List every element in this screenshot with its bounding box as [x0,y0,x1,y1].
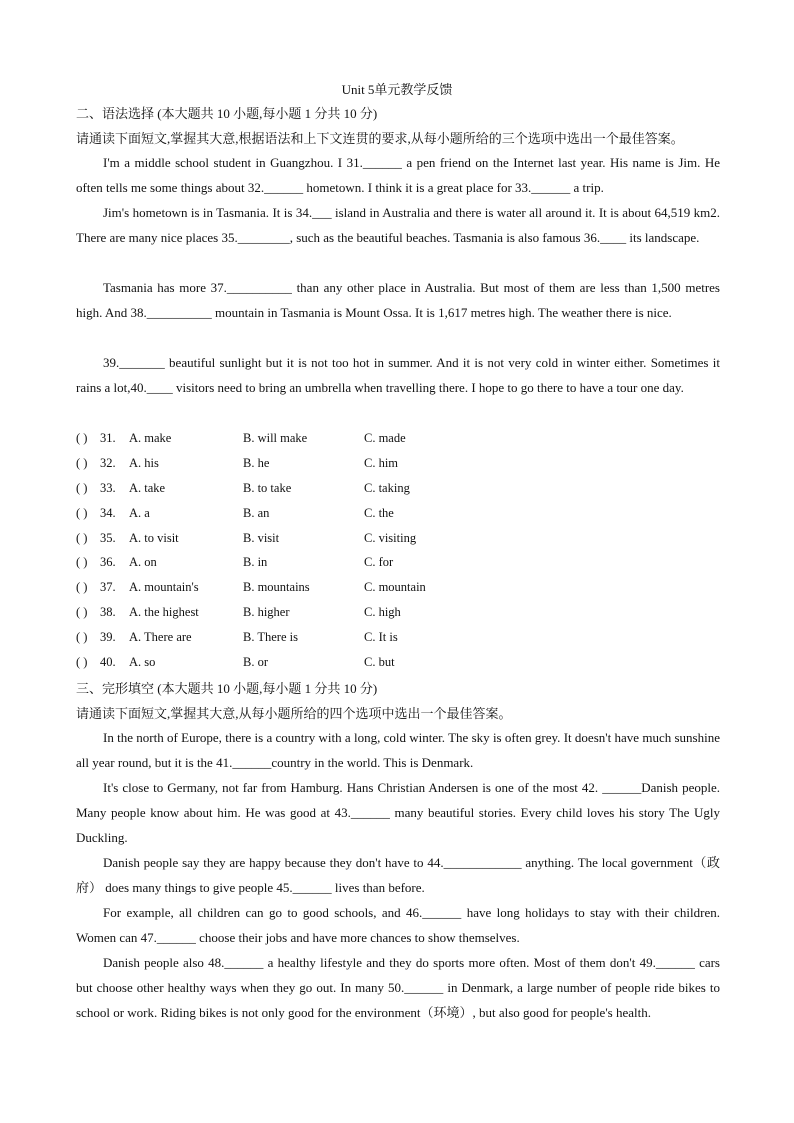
option-a: A. make [129,431,172,445]
option-a: A. on [129,555,157,570]
answer-blank[interactable]: ( ) [76,655,88,670]
cloze-paragraph-2: It's close to Germany, not far from Hamburg. Hans Christian Andersen is one of the most 42. ______Danish people. Many people know about him. He was good at 43.______ many beautiful stories. Every child loves his story The Ugly Duckling. [76,780,720,845]
cloze-paragraph-4: For example, all children can go to good schools, and 46.______ have long holidays to stay with their children. Women can 47.______ choose their jobs and have more chances to show themselves. [76,905,720,945]
answer-blank[interactable]: ( ) [76,630,88,645]
option-c: C. high [364,605,401,620]
option-b: B. he [243,455,270,470]
question-number: 31. [100,431,116,445]
question-number: 36. [100,555,116,570]
question-row [76,476,720,501]
option-c: C. It is [364,630,398,645]
answer-blank[interactable]: ( ) [76,480,88,495]
option-a: A. take [129,480,166,495]
question-number: 34. [100,505,116,520]
option-a: A. to visit [129,530,179,545]
question-number: 38. [100,605,116,620]
option-a: A. his [129,455,159,470]
option-c: C. visiting [364,530,417,545]
question-row [76,650,720,675]
grammar-paragraph-1: I'm a middle school student in Guangzhou. I 31.______ a pen friend on the Internet last year. His name is Jim. He often tells me some things about 32.______ hometown. I think it is a great place for 33.______ a trip. [76,155,720,195]
option-c: C. the [364,505,394,520]
section-grammar-instruction: 请通读下面短文,掌握其大意,根据语法和上下文连贯的要求,从每小题所给的三个选项中选出一个最佳答案。 [76,131,684,146]
answer-blank[interactable]: ( ) [76,555,88,570]
answer-blank[interactable]: ( ) [76,580,88,595]
option-c: C. him [364,455,399,470]
cloze-paragraph-1: In the north of Europe, there is a country with a long, cold winter. The sky is often grey. It doesn't have much sunshine all year round, but it is the 41.______country in the world. This is Denmark. [76,730,720,770]
option-a: A. a [129,505,150,520]
question-number: 37. [100,580,116,595]
option-b: B. in [243,555,268,570]
option-b: B. or [243,655,268,670]
option-b: B. an [243,505,270,520]
option-a: A. There are [129,630,192,645]
grammar-paragraph-4: 39._______ beautiful sunlight but it is not too hot in summer. And it is not very cold in winter either. Sometimes it rains a lot,40.____ visitors need to bring an umbrella when travelling there. I hope to go there to have a tour one day. [76,355,720,395]
section-cloze-heading: 三、完形填空 (本大题共 10 小题,每小题 1 分共 10 分) [76,681,378,696]
answer-blank[interactable]: ( ) [76,605,88,620]
option-b: B. visit [243,530,280,545]
grammar-paragraph-2: Jim's hometown is in Tasmania. It is 34.___ island in Australia and there is water all around it. It is about 64,519 km2. There are many nice places 35.________, such as the beautiful beaches. Tasmania is also famous 36.____ its landscape. [76,205,720,245]
option-c: C. for [364,555,394,570]
question-row [76,526,720,551]
cloze-paragraph-3: Danish people say they are happy because they don't have to 44.____________ anything. The local government（政府） does many things to give people 45.______ lives than before. [76,855,720,895]
answer-blank[interactable]: ( ) [76,431,88,445]
grammar-question-list [76,426,720,675]
option-c: C. mountain [364,580,426,595]
option-b: B. higher [243,605,290,620]
page-title: Unit 5单元教学反馈 [341,82,453,97]
answer-blank[interactable]: ( ) [76,530,88,545]
question-row [76,501,720,526]
option-a: A. so [129,655,156,670]
option-b: B. There is [243,630,298,645]
option-a: A. the highest [129,605,199,620]
section-cloze-instruction: 请通读下面短文,掌握其大意,从每小题所给的四个选项中选出一个最佳答案。 [76,706,512,721]
question-row [76,600,720,625]
answer-blank[interactable]: ( ) [76,505,88,520]
question-row [76,451,720,476]
option-b: B. will make [243,431,308,445]
option-a: A. mountain's [129,580,199,595]
question-row [76,426,720,451]
question-row [76,550,720,575]
question-number: 39. [100,630,116,645]
option-b: B. to take [243,480,292,495]
option-c: C. taking [364,480,410,495]
cloze-paragraph-5: Danish people also 48.______ a healthy lifestyle and they do sports more often. Most of them don't 49.______ cars but choose other healthy ways when they go out. In many 50.______ in Denmark, a large number of people ride bikes to school or work. Riding bikes is not only good for the environment（环境）, but also good for people's health. [76,955,720,1020]
question-number: 40. [100,655,116,670]
question-number: 32. [100,455,116,470]
option-c: C. made [364,431,406,445]
question-row [76,625,720,650]
answer-blank[interactable]: ( ) [76,455,88,470]
question-row [76,575,720,600]
option-b: B. mountains [243,580,310,595]
grammar-paragraph-3: Tasmania has more 37.__________ than any other place in Australia. But most of them are less than 1,500 metres high. And 38.__________ mountain in Tasmania is Mount Ossa. It is 1,617 metres high. The weather there is nice. [76,280,720,320]
question-number: 33. [100,480,116,495]
section-grammar-heading: 二、语法选择 (本大题共 10 小题,每小题 1 分共 10 分) [76,106,378,121]
question-number: 35. [100,530,116,545]
option-c: C. but [364,655,395,670]
